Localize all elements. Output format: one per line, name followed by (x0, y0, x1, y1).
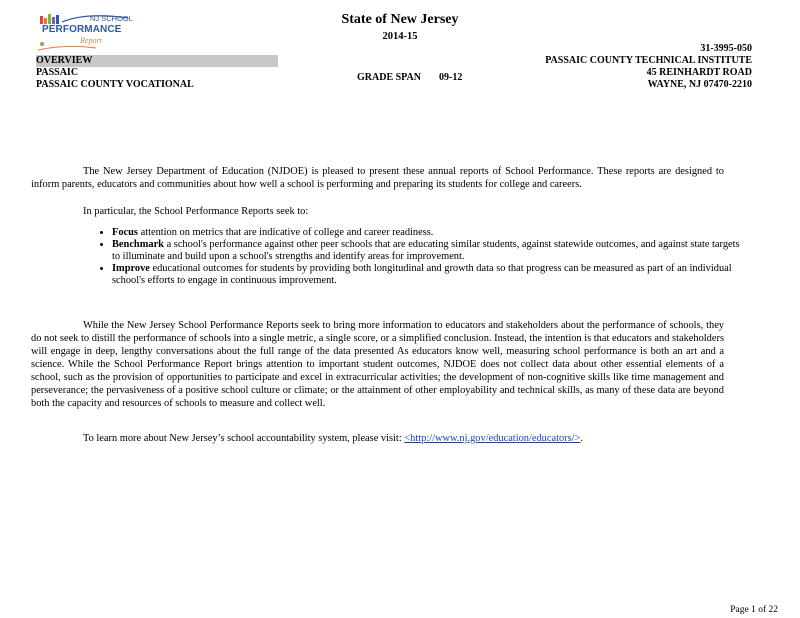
intro-paragraph: The New Jersey Department of Education (NJDOE) is pleased to present these annual reports of School Performance. These reports are designed to inform parents, educators and communities about how well a school is performing and preparing its students for college and careers. (31, 166, 724, 190)
grade-span (357, 72, 462, 84)
school-address: 45 REINHARDT ROAD (646, 67, 752, 78)
grade-span-value: 09-12 (438, 72, 463, 83)
grade-span-label: GRADE SPAN (357, 72, 421, 83)
state-title: State of New Jersey (341, 12, 459, 27)
particular-paragraph: In particular, the School Performance Reports seek to: (83, 206, 309, 217)
school-name: PASSAIC COUNTY TECHNICAL INSTITUTE (545, 55, 752, 66)
learn-more-paragraph (31, 432, 724, 445)
learn-more-period: . (580, 433, 584, 444)
bullet-keyword: Focus (112, 227, 138, 238)
disclaimer-paragraph: While the New Jersey School Performance Reports seek to bring more information to educators and stakeholders about the performance of schools, they do not seek to distill the performance of schools into a single metric, a single score, or a simplified conclusion. Instead, the intention is that educators and stakeholders will engage in deep, lengthy conversations about the full range of the data presented As educators know well, measuring school performance is both an art and a science. While the School Performance Report brings attention to important student outcomes, NJDOE does not collect data about other essential elements of a school, such as the provision of opportunities to participate and excel in extracurricular activities; the development of non-cognitive skills like time management and perseverance; the pervasiveness of a positive school culture or climate; or the attainment of other employability and technical skills, as many of these data are beyond both the capacity and resources of schools to measure and collect well. (31, 320, 724, 409)
goals-list (81, 227, 742, 287)
page-number: Page 1 of 22 (730, 605, 778, 615)
educators-link[interactable]: <http://www.nj.gov/education/educators/> (404, 433, 581, 444)
school-code: 31-3995-050 (700, 43, 752, 54)
bullet-text: educational outcomes for students by providing both longitudinal and growth data so that progress can be measured as part of an individual school's efforts to engage in continuous improvement. (112, 263, 732, 286)
list-item (112, 227, 742, 239)
bullet-keyword: Benchmark (112, 239, 164, 250)
school-city: WAYNE, NJ 07470-2210 (647, 79, 752, 90)
logo-line-3: Report (80, 36, 102, 45)
bullet-text: attention on metrics that are indicative of college and career readiness. (137, 227, 434, 238)
bullet-keyword: Improve (112, 263, 150, 274)
district-name: PASSAIC COUNTY VOCATIONAL (36, 79, 194, 90)
list-item (112, 239, 742, 263)
logo-line-2: PERFORMANCE (42, 24, 122, 35)
section-overview: OVERVIEW (36, 55, 93, 66)
school-year: 2014-15 (382, 31, 418, 42)
list-item (112, 263, 742, 287)
bullet-text: a school's performance against other peer schools that are educating similar students, against statewide outcomes, and against state targets to illuminate and build upon a school's strengths and identify areas for improvement. (112, 239, 740, 262)
county-name: PASSAIC (36, 67, 79, 78)
learn-more-text: To learn more about New Jersey’s school accountability system, please visit: (83, 433, 405, 444)
logo-line-1: NJ SCHOOL (90, 14, 133, 23)
